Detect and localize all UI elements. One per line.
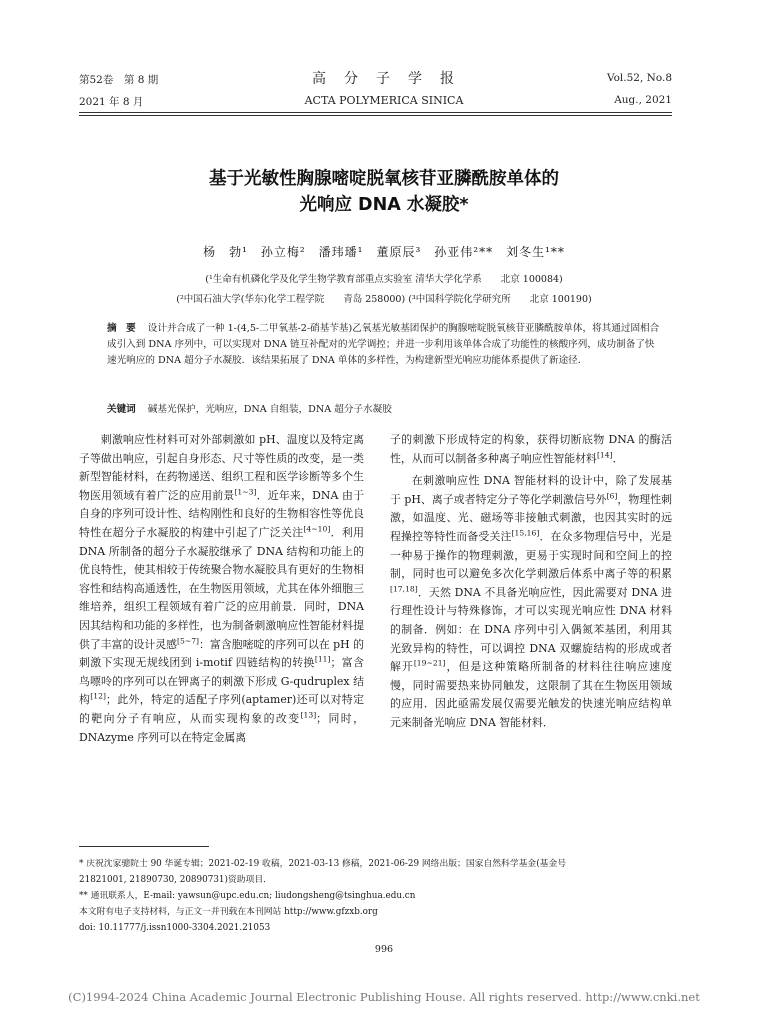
affiliation-line-1: (¹生命有机磷化学及化学生物学教育部重点实验室 清华大学化学系 北京 100084) [205, 274, 563, 285]
body-text: ．利用 DNA 所制备的超分子水凝胶继承了 DNA 结构和功能上的优良特性，使其相较于传统聚合物水凝胶具有更好的生物相容性和结构高通透性，在生物医用领域，尤其在体外细胞三维培养，组织工程领域有着广泛的应用前景．同时，DNA 因其结构和功能的多样性，也为制备刺激响应性智能材料提供了丰富的设计灵感 [79, 525, 364, 651]
header-rule-2 [79, 115, 672, 116]
footnote-funding-cont: 21821001, 21890730, 20890731)资助项目． [79, 875, 272, 885]
footnote-supplementary: 本文附有电子支持材料，与正文一并刊载在本刊网站 http://www.gfzxb.org [79, 907, 378, 917]
body-right-column: 子的刺激下形成特定的构象，获得切断底物 DNA 的酶活性，从而可以制备多种离子响应性智能材料[14]． 在刺激响应性 DNA 智能材料的设计中，除了发展基于 pH、离子或者特定分子等化学刺激信号外[6]，物理性刺激，如温度、光、磁场等非接触式刺激，也因其实时的远程操控等特性而备受关注[15,16]．在众多物理信号中，光是一种易于操作的物理刺激，更易于实现时间和空间上的控制，同时也可以避免多次化学刺激后体系中离子等的积累[17,18]．天然 DNA 不具备光响应性，因此需要对 DNA 进行理性设计与特殊修饰，才可以实现光响应性 DNA 材料的制备．例如：在 DNA 序列中引入偶氮苯基团，利用其光致异构的特性，可以调控 DNA 双螺旋结构的形成或者解开[19~21]，但是这种策略所制备的材料往往响应速度慢，同时需要热来协同触发，这限制了其在生物医用领域的应用．因此亟需发展仅需要光触发的快速光响应结构单元来制备光响应 DNA 智能材料． [390, 433, 672, 729]
footnote-funding: * 庆祝沈家骢院士 90 华诞专辑；2021-02-19 收稿，2021-03-13 修稿，2021-06-29 网络出版；国家自然科学基金(基金号 [79, 859, 567, 869]
journal-title-en: ACTA POLYMERICA SINICA [304, 94, 464, 107]
citation: [1~3] [234, 487, 257, 497]
body-text: ，但是这种策略所制备的材料往往响应速度慢，同时需要热来协同触发，这限制了其在生物医用领域的应用．因此亟需发展仅需要光触发的快速光响应结构单元来制备光响应 DNA 智能材料． [390, 660, 672, 729]
author-list: 杨 勃¹ 孙立梅² 潘玮璠¹ 董原辰³ 孙亚伟²** 刘冬生¹** [203, 245, 565, 259]
footnotes [79, 856, 672, 936]
citation: [15,16] [511, 528, 540, 538]
body-text: ；富含鸟嘌呤的序列可以在钾离子的刺激下形成 G-qudruplex 结构 [79, 656, 364, 707]
body-text: ；此外，特定的适配子序列(aptamer)还可以对特定的靶向分子有响应，从而实现构象的改变 [79, 693, 364, 725]
citation: [5~7] [177, 635, 200, 645]
body-text: ．天然 DNA 不具备光响应性，因此需要对 DNA 进行理性设计与特殊修饰，才可以实现光响应性 DNA 材料的制备．例如：在 DNA 序列中引入偶氮苯基团，利用其光致异构的特性，可以调控 DNA 双螺旋结构的形成或者解开 [390, 585, 672, 674]
date-en: Aug., 2021 [614, 94, 672, 106]
citation: [14] [596, 449, 613, 459]
abstract-label: 摘 要 [107, 323, 136, 334]
citation: [12] [90, 691, 106, 701]
body-text: 刺激响应性材料可对外部刺激如 pH、温度以及特定离子等做出响应，引起自身形态、尺寸等性质的改变，是一类新型智能材料，在药物递送、组织工程和医学诊断等多个生物医用领域有着广泛的应用前景 [79, 433, 364, 502]
body-text: ，物理性刺激，如温度、光、磁场等非接触式刺激，也因其实时的远程操控等特性而备受关注 [390, 492, 672, 543]
keywords-text: 碱基光保护，光响应，DNA 自组装，DNA 超分子水凝胶 [147, 404, 392, 415]
citation: [13] [300, 710, 317, 720]
paper-title-line-2: 光响应 DNA 水凝胶* [299, 195, 469, 215]
citation: [4~10] [303, 524, 331, 534]
abstract-text: 设计并合成了一种 1-(4,5-二甲氧基-2-硝基苄基)乙氧基光敏基团保护的胸腺嘧啶脱氧核苷亚膦酰胺单体，将其通过固相合成引入到 DNA 序列中，可以实现对 DNA 链互补配对的光学调控；并进一步利用该单体合成了功能性的核酸序列，成功制备了快速光响应的 DNA 超分子水凝胶．该结果拓展了 DNA 单体的多样性，为构建新型光响应功能体系提供了新途径． [107, 323, 660, 366]
footnote-separator [79, 846, 209, 847]
citation: [11] [314, 654, 331, 664]
body-text: ：富含胞嘧啶的序列可以在 pH 的刺激下实现无规线团到 i-motif 四链结构的转换 [79, 637, 365, 670]
citation: [6] [606, 491, 618, 501]
footnote-doi: doi: 10.11777/j.issn1000-3304.2021.21053 [79, 923, 271, 933]
body-text: 在刺激响应性 DNA 智能材料的设计中，除了发展基于 pH、离子或者特定分子等化学刺激信号外 [390, 474, 672, 506]
volume-issue-cn: 第52卷 第 8 期 [79, 74, 159, 86]
journal-title-cn: 高 分 子 学 报 [312, 71, 456, 87]
body-text: ；同时，DNAzyme 序列可以在特定金属离 [79, 711, 364, 744]
page-number: 996 [374, 944, 394, 955]
date-cn: 2021 年 8 月 [79, 96, 144, 108]
citation: [19~21] [413, 658, 446, 668]
volume-issue-en: Vol.52, No.8 [606, 72, 672, 84]
abstract [107, 321, 663, 369]
paper-title-line-1: 基于光敏性胸腺嘧啶脱氧核苷亚膦酰胺单体的 [209, 169, 559, 189]
footnote-correspondence: ** 通讯联系人，E-mail: yawsun@upc.edu.cn; liudongsheng@tsinghua.edu.cn [79, 891, 416, 901]
body-text: ．在众多物理信号中，光是一种易于操作的物理刺激，更易于实现时间和空间上的控制，同时也可以避免多次化学刺激后体系中离子等的积累 [390, 529, 672, 581]
keywords-label: 关键词 [107, 404, 136, 415]
affiliation-line-2: (²中国石油大学(华东)化学工程学院 青岛 258000) (³中国科学院化学研究所 北京 100190) [176, 294, 592, 305]
body-text: 子的刺激下形成特定的构象，获得切断底物 DNA 的酶活性，从而可以制备多种离子响应性智能材料 [390, 433, 672, 465]
header-rule [79, 112, 672, 113]
body-left-column [79, 431, 364, 747]
citation: [17,18] [390, 584, 418, 594]
body-text: ．近年来，DNA 由于自身的序列可设计性、结构刚性和良好的生物相容性等优良特性在超分子水凝胶的构建中引起了广泛关注 [79, 488, 364, 539]
keywords [107, 402, 663, 418]
copyright-notice: (C)1994-2024 China Academic Journal Electronic Publishing House. All rights reserved. http://www.cnki.net [68, 990, 700, 1004]
